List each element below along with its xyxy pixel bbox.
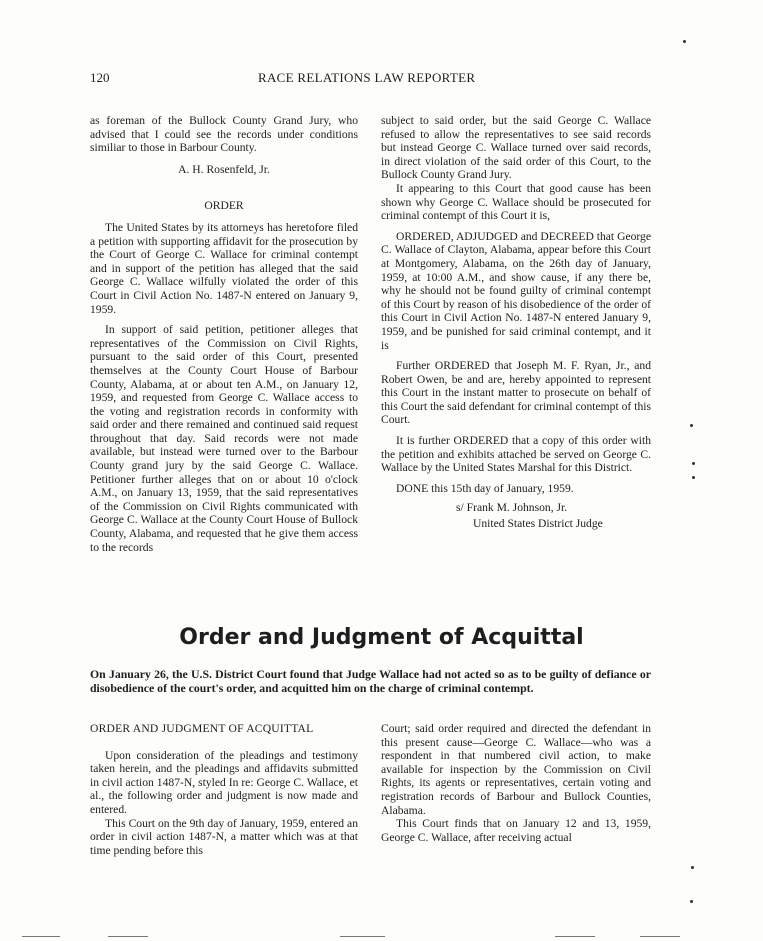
- paragraph: In support of said petition, petitioner alleges that representatives of the Commission on Civil Rights, pursuant to the said order of this Court, presented themselves at the County Court House of Barbour County, Alabama, at or about ten A.M., on January 12, 1959, and requested from George C. Wallace access to the voting and registration records in conformity with said order and there remained and continued said request throughout that day. Said records were not made available, but instead were turned over to the Barbour County grand jury by the said George C. Wallace. Petitioner further alleges that on or about 10 o'clock A.M., on January 13, 1959, that the said representatives of the Commission on Civil Rights communicated with George C. Wallace at the County Court House of Bullock County, Alabama, and requested that he give them access to the records: [90, 323, 358, 554]
- paragraph-done-date: DONE this 15th day of January, 1959.: [396, 481, 574, 495]
- column-right-bottom: [381, 722, 651, 844]
- column-right-top: [381, 114, 651, 531]
- column-left-top: [90, 114, 358, 554]
- scan-edge-line: [555, 936, 595, 937]
- paragraph: Further ORDERED that Joseph M. F. Ryan, Jr., and Robert Owen, be and are, hereby appointed to represent this Court in the instant matter to prosecute on behalf of this Court the said defendant for criminal contempt of this Court.: [381, 359, 651, 427]
- scan-edge-line: [22, 936, 60, 937]
- paragraph: The United States by its attorneys has heretofore filed a petition with supporting affidavit for the prosecution by the Court of George C. Wallace for criminal contempt and in support of the petition has alleged that the said George C. Wallace wilfully violated the order of this Court in Civil Action No. 1487-N entered on January 9, 1959.: [90, 220, 358, 316]
- scan-speck: [692, 462, 695, 465]
- section-headline: Order and Judgment of Acquittal: [179, 625, 584, 650]
- section-heading-order: ORDER: [204, 199, 244, 213]
- summary-paragraph: On January 26, the U.S. District Court found that Judge Wallace had not acted so as to be guilty of defiance or disobedience of the court's order, and acquitted him on the charge of criminal contempt.: [90, 667, 651, 695]
- paragraph: Upon consideration of the pleadings and testimony taken herein, and the pleadings and affidavits submitted in civil action 1487-N, styled In re: George C. Wallace, et al., the following order and judgment is now made and entered.: [90, 748, 358, 816]
- scan-speck: [690, 424, 693, 427]
- scan-edge-line: [340, 936, 385, 937]
- judge-signature: s/ Frank M. Johnson, Jr.: [456, 501, 568, 515]
- scan-speck: [691, 866, 694, 869]
- scan-speck: [690, 900, 693, 903]
- section-heading-acquittal: ORDER AND JUDGMENT OF ACQUITTAL: [90, 722, 314, 735]
- paragraph: It is further ORDERED that a copy of this order with the petition and exhibits attached be served on George C. Wallace by the United States Marshal for this District.: [381, 434, 651, 475]
- paragraph: It appearing to this Court that good cause has been shown why George C. Wallace should be prosecuted for criminal contempt of this Court it is,: [381, 181, 651, 223]
- scan-speck: [692, 476, 695, 479]
- running-head: RACE RELATIONS LAW REPORTER: [258, 70, 476, 85]
- paragraph: as foreman of the Bullock County Grand Jury, who advised that I could see the records under conditions similiar to those in Barbour County.: [90, 114, 358, 155]
- paragraph: ORDERED, ADJUDGED and DECREED that George C. Wallace of Clayton, Alabama, appear before this Court at Montgomery, Alabama, on the 26th day of January, 1959, at 10:00 A.M., and show cause, if any there be, why he should not be found guilty of criminal contempt of this Court by reason of his disobedience of the order of this Court in Civil Action No. 1487-N entered January 9, 1959, and be punished for said criminal contempt, and it is: [381, 229, 651, 352]
- page-number: 120: [90, 70, 110, 85]
- column-left-bottom: [90, 722, 358, 857]
- scan-speck: [683, 40, 686, 43]
- scan-edge-line: [640, 936, 680, 937]
- affiant-signature: A. H. Rosenfeld, Jr.: [178, 162, 270, 176]
- paragraph: Court; said order required and directed the defendant in this present cause—George C. Wallace—who was a respondent in that numbered civil action, to make available for inspection by the Commission on Civil Rights, its agents or representatives, certain voting and registration records of Barbour and Bullock Counties, Alabama.: [381, 722, 651, 817]
- judge-title: United States District Judge: [473, 517, 603, 531]
- paragraph: subject to said order, but the said George C. Wallace refused to allow the representatives to see said records but instead George C. Wallace turned over said records, in direct violation of the said order of this Court, to the Bullock County Grand Jury.: [381, 114, 651, 182]
- paragraph: This Court finds that on January 12 and 13, 1959, George C. Wallace, after receiving actual: [381, 817, 651, 844]
- scan-edge-line: [108, 936, 148, 937]
- paragraph: This Court on the 9th day of January, 1959, entered an order in civil action 1487-N, a matter which was at that time pending before this: [90, 816, 358, 857]
